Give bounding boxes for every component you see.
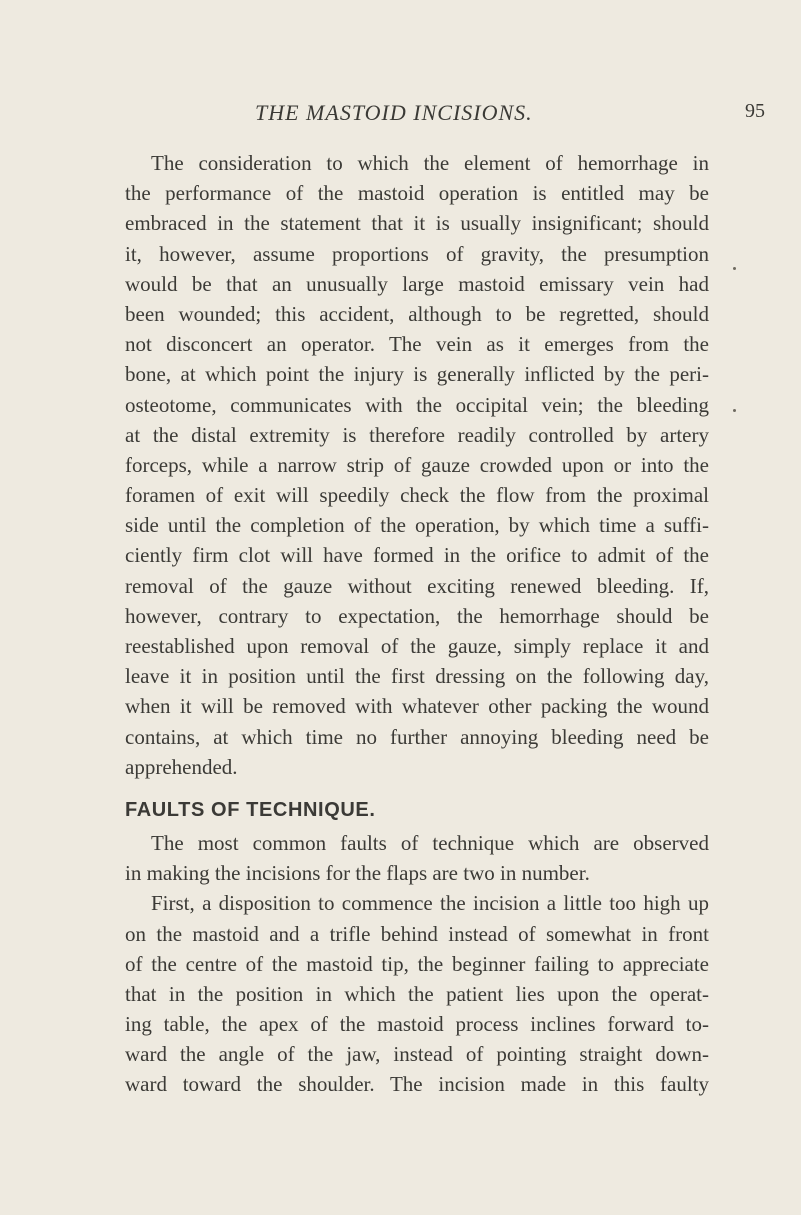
- text-line: foramen of exit will speedily check the flow from the proximal: [125, 483, 709, 508]
- text-line: removal of the gauze without exciting renewed bleeding. If,: [125, 573, 709, 598]
- text-line: of the centre of the mastoid tip, the beginner failing to appreciate: [125, 951, 709, 976]
- paragraph-faults-intro: [125, 828, 709, 888]
- paragraph-hemorrhage: [125, 148, 709, 782]
- text-line: The most common faults of technique which are observed: [151, 830, 709, 855]
- text-line: bone, at which point the injury is generally inflicted by the peri-: [125, 362, 709, 387]
- text-line: First, a disposition to commence the incision a little too high up: [151, 891, 709, 916]
- margin-speck: [733, 267, 736, 270]
- text-line: ward toward the shoulder. The incision made in this faulty: [125, 1072, 709, 1097]
- text-line: ciently firm clot will have formed in the orifice to admit of the: [125, 543, 709, 568]
- text-line: reestablished upon removal of the gauze, simply replace it and: [125, 634, 709, 658]
- text-line: leave it in position until the first dressing on the following day,: [125, 664, 709, 689]
- paragraph-first-fault: [125, 888, 709, 1099]
- text-line: forceps, while a narrow strip of gauze crowded upon or into the: [125, 452, 709, 477]
- text-line: it, however, assume proportions of gravity, the presumption: [125, 241, 709, 266]
- text-line: contains, at which time no further annoying bleeding need be: [125, 724, 709, 749]
- section-heading: FAULTS OF TECHNIQUE.: [125, 798, 376, 821]
- text-line: side until the completion of the operation, by which time a suffi-: [125, 513, 709, 538]
- text-line: ward the angle of the jaw, instead of pointing straight down-: [125, 1042, 709, 1067]
- text-line: apprehended.: [125, 754, 238, 779]
- text-line: in making the incisions for the flaps are two in number.: [125, 861, 590, 886]
- body-text: [125, 148, 709, 1100]
- text-line: embraced in the statement that it is usually insignificant; should: [125, 211, 709, 236]
- text-line: osteotome, communicates with the occipital vein; the bleeding: [125, 392, 709, 417]
- margin-speck: [733, 409, 736, 412]
- text-line: that in the position in which the patient lies upon the operat-: [125, 981, 709, 1006]
- running-head: [0, 100, 801, 134]
- text-line: ing table, the apex of the mastoid process inclines forward to-: [125, 1012, 709, 1037]
- text-line: the performance of the mastoid operation is entitled may be: [125, 181, 709, 206]
- page-number: 95: [745, 100, 765, 122]
- text-line: on the mastoid and a trifle behind instead of somewhat in front: [125, 921, 709, 946]
- text-line: would be that an unusually large mastoid emissary vein had: [125, 271, 709, 296]
- text-line: however, contrary to expectation, the hemorrhage should be: [125, 603, 709, 628]
- text-line: been wounded; this accident, although to be regretted, should: [125, 301, 709, 326]
- text-line: at the distal extremity is therefore readily controlled by artery: [125, 422, 709, 447]
- text-line: not disconcert an operator. The vein as it emerges from the: [125, 332, 709, 357]
- running-title: THE MASTOID INCISIONS.: [255, 100, 533, 125]
- text-line: The consideration to which the element of hemorrhage in: [151, 151, 709, 175]
- text-line: when it will be removed with whatever other packing the wound: [125, 694, 709, 719]
